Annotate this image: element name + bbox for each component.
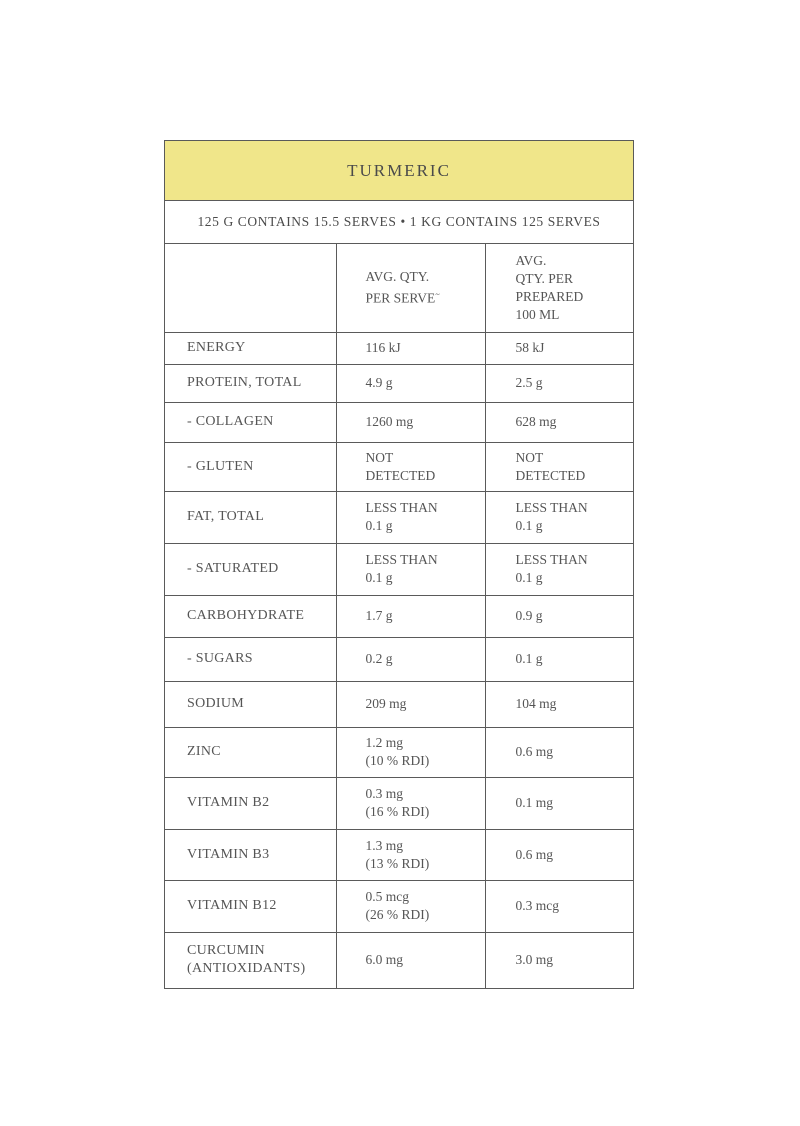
per-serve-value (336, 442, 485, 491)
nutrient-name-line: - SATURATED (187, 561, 279, 576)
nutrient-name-line: SODIUM (187, 696, 245, 711)
per-serve-value-line: 1260 mg (365, 414, 414, 429)
header-per-100ml-line: AVG. (515, 252, 547, 268)
table-row (165, 829, 633, 880)
per-serve-mark: ~ (435, 290, 440, 299)
per-100ml-value (485, 332, 633, 364)
header-per-100ml-line: 100 ML (515, 306, 560, 322)
per-100ml-value-line: 58 kJ (515, 340, 545, 355)
table-row (165, 364, 633, 402)
per-100ml-value (485, 777, 633, 829)
per-serve-value-line: (16 % RDI) (365, 804, 430, 819)
per-serve-value-line: 209 mg (365, 696, 407, 711)
table-row (165, 595, 633, 637)
per-serve-value (336, 491, 485, 543)
per-100ml-value-line: 0.1 g (515, 570, 543, 585)
per-serve-value-line: NOT (365, 449, 394, 465)
per-100ml-value-line: 0.1 g (515, 518, 543, 533)
nutrient-name-line: PROTEIN, TOTAL (187, 375, 302, 390)
table-row (165, 681, 633, 727)
per-100ml-value (485, 543, 633, 595)
per-serve-value-line: LESS THAN (365, 500, 438, 515)
nutrient-name (165, 332, 336, 364)
per-100ml-value-line: 628 mg (515, 414, 557, 429)
per-100ml-value (485, 681, 633, 727)
table-header-row (165, 244, 633, 332)
nutrition-table (165, 244, 633, 988)
nutrient-name-line: FAT, TOTAL (187, 509, 265, 524)
table-row (165, 880, 633, 932)
header-per-100ml-line: PREPARED (515, 288, 584, 304)
nutrient-name-line: VITAMIN B3 (187, 846, 270, 862)
nutrient-name (165, 543, 336, 595)
per-serve-value-line: (13 % RDI) (365, 855, 430, 871)
nutrient-name-line: VITAMIN B2 (187, 795, 270, 810)
header-per-serve (336, 244, 485, 332)
per-100ml-value (485, 595, 633, 637)
table-row (165, 727, 633, 777)
per-serve-value (336, 543, 485, 595)
nutrient-name (165, 932, 336, 988)
nutrient-name (165, 637, 336, 681)
table-row (165, 543, 633, 595)
header-name-cell (165, 244, 336, 332)
nutrient-name (165, 491, 336, 543)
nutrient-name (165, 442, 336, 491)
table-row (165, 332, 633, 364)
per-serve-value-line: 0.2 g (365, 651, 393, 666)
header-per-100ml (485, 244, 633, 332)
nutrient-name-line: CARBOHYDRATE (187, 608, 305, 623)
per-serve-value-line: DETECTED (365, 467, 436, 483)
per-serve-value (336, 727, 485, 777)
per-serve-value (336, 681, 485, 727)
per-serve-value (336, 332, 485, 364)
per-serve-value (336, 402, 485, 442)
per-serve-value-line: 1.3 mg (365, 837, 404, 853)
nutrient-name-line: ZINC (187, 744, 221, 759)
nutrient-name (165, 727, 336, 777)
per-serve-value-line: 0.1 g (365, 518, 393, 533)
per-100ml-value-line: 3.0 mg (515, 952, 554, 968)
per-100ml-value-line: 2.5 g (515, 375, 543, 390)
nutrient-name (165, 777, 336, 829)
per-100ml-value-line: 0.3 mcg (515, 898, 559, 913)
header-per-serve-line: PER SERVE~ (365, 290, 440, 306)
per-100ml-value (485, 442, 633, 491)
per-100ml-value-line: 0.6 mg (515, 846, 554, 862)
per-100ml-value (485, 491, 633, 543)
per-serve-value (336, 829, 485, 880)
per-serve-value (336, 880, 485, 932)
per-100ml-value-line: 0.1 g (515, 651, 543, 666)
nutrient-name-line: VITAMIN B12 (187, 898, 277, 913)
nutrient-name-line: - SUGARS (187, 651, 253, 666)
nutrient-name-line: ENERGY (187, 340, 246, 355)
per-100ml-value-line: LESS THAN (515, 500, 588, 515)
per-100ml-value (485, 402, 633, 442)
per-serve-value-line: 6.0 mg (365, 952, 404, 968)
per-serve-value-line: 116 kJ (365, 340, 401, 355)
per-100ml-value-line: 0.9 g (515, 608, 543, 623)
nutrient-name (165, 880, 336, 932)
nutrient-name (165, 829, 336, 880)
nutrient-name (165, 364, 336, 402)
nutrient-name-line: - GLUTEN (187, 458, 254, 474)
per-serve-value (336, 932, 485, 988)
per-100ml-value (485, 637, 633, 681)
per-100ml-value-line: LESS THAN (515, 552, 588, 567)
per-100ml-value-line: NOT (515, 449, 544, 465)
per-serve-value (336, 364, 485, 402)
header-per-100ml-line: QTY. PER (515, 270, 574, 286)
per-serve-value-line: 0.3 mg (365, 786, 404, 801)
per-100ml-value-line: DETECTED (515, 467, 586, 483)
per-serve-value-line: LESS THAN (365, 552, 438, 567)
per-serve-value-line: (10 % RDI) (365, 753, 430, 768)
per-100ml-value-line: 0.6 mg (515, 744, 554, 759)
table-row (165, 491, 633, 543)
per-serve-value-line: 1.2 mg (365, 735, 404, 750)
table-row (165, 932, 633, 988)
nutrient-name-line: CURCUMIN (187, 943, 265, 959)
per-100ml-value (485, 880, 633, 932)
per-serve-value (336, 777, 485, 829)
per-100ml-value (485, 364, 633, 402)
per-100ml-value (485, 727, 633, 777)
nutrient-name (165, 595, 336, 637)
nutrient-name-line: (ANTIOXIDANTS) (187, 961, 306, 977)
header-per-serve-line: AVG. QTY. (365, 269, 430, 284)
per-serve-value-line: 0.5 mcg (365, 889, 409, 904)
table-row (165, 777, 633, 829)
table-row (165, 442, 633, 491)
nutrient-name (165, 402, 336, 442)
nutrition-panel (164, 140, 634, 989)
table-row (165, 637, 633, 681)
per-serve-value-line: 1.7 g (365, 608, 393, 623)
per-serve-value (336, 595, 485, 637)
per-serve-value (336, 637, 485, 681)
per-serve-value-line: (26 % RDI) (365, 907, 430, 922)
per-serve-value-line: 0.1 g (365, 570, 393, 585)
panel-title: TURMERIC (165, 141, 633, 201)
per-100ml-value-line: 104 mg (515, 696, 557, 711)
per-100ml-value (485, 932, 633, 988)
per-100ml-value-line: 0.1 mg (515, 795, 554, 810)
nutrient-name (165, 681, 336, 727)
per-serve-value-line: 4.9 g (365, 375, 393, 390)
per-100ml-value (485, 829, 633, 880)
nutrient-name-line: - COLLAGEN (187, 414, 274, 429)
table-row (165, 402, 633, 442)
serves-info: 125 G CONTAINS 15.5 SERVES • 1 KG CONTAINS 125 SERVES (165, 201, 633, 244)
